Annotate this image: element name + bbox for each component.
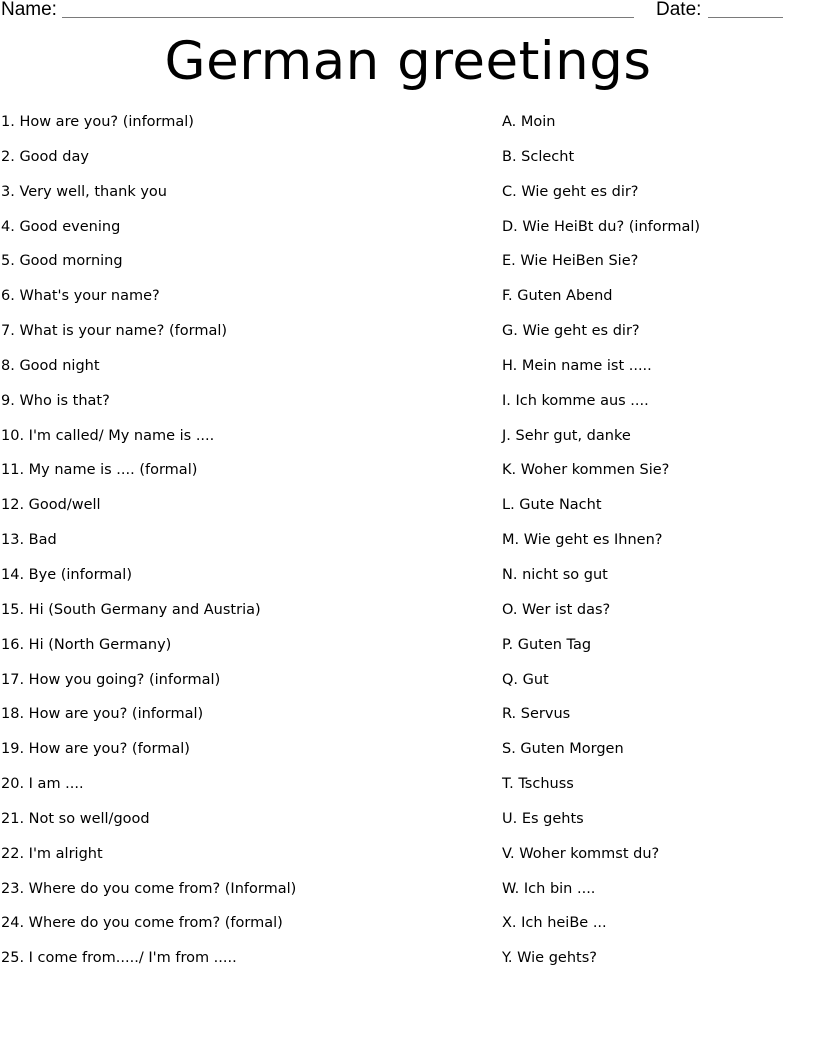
question-item: 5. Good morning [1,253,123,270]
name-field-line[interactable] [62,17,634,18]
answer-item: V. Woher kommst du? [502,845,660,862]
name-label: Name: [1,0,57,20]
answer-item: C. Wie geht es dir? [502,183,639,200]
answer-item: R. Servus [502,706,571,723]
answer-item: U. Es gehts [502,810,584,827]
answer-item: Q. Gut [502,671,549,688]
answer-item: K. Woher kommen Sie? [502,462,670,479]
question-item: 13. Bad [1,532,57,549]
answer-item: Y. Wie gehts? [502,950,597,967]
answer-item: X. Ich heiBe ... [502,915,607,932]
answer-item: W. Ich bin .... [502,880,596,897]
question-item: 4. Good evening [1,218,121,235]
answer-item: A. Moin [502,114,556,130]
question-item: 14. Bye (informal) [1,566,132,583]
page-title: German greetings [164,31,652,92]
question-item: 17. How you going? (informal) [1,671,221,688]
question-item: 22. I'm alright [1,845,103,862]
answer-item: B. Sclecht [502,148,575,165]
answer-item: P. Guten Tag [502,636,592,653]
question-item: 19. How are you? (formal) [1,741,190,758]
answer-item: O. Wer ist das? [502,601,611,618]
question-item: 24. Where do you come from? (formal) [1,915,283,932]
question-item: 9. Who is that? [1,392,110,409]
answer-item: H. Mein name ist ..... [502,357,652,374]
answer-item: F. Guten Abend [502,288,613,305]
answers-list [502,112,812,983]
question-item: 3. Very well, thank you [1,183,167,200]
answer-item: G. Wie geht es dir? [502,323,640,340]
question-item: 25. I come from...../ I'm from ..... [1,950,237,967]
question-item: 8. Good night [1,357,100,374]
question-item: 6. What's your name? [1,288,160,305]
date-field-line[interactable] [708,17,783,18]
question-item: 10. I'm called/ My name is .... [1,427,215,444]
question-item: 12. Good/well [1,497,101,514]
question-item: 11. My name is .... (formal) [1,462,198,479]
answer-item: S. Guten Morgen [502,741,624,758]
question-item: 16. Hi (North Germany) [1,636,172,653]
question-item: 20. I am .... [1,776,84,793]
date-label: Date: [656,0,702,20]
question-item: 18. How are you? (informal) [1,706,204,723]
answer-item: T. Tschuss [502,776,574,793]
worksheet-header [0,0,816,26]
answer-item: J. Sehr gut, danke [502,427,631,444]
question-item: 15. Hi (South Germany and Austria) [1,601,261,618]
question-item: 1. How are you? (informal) [1,114,194,130]
questions-list [1,112,481,983]
answer-item: L. Gute Nacht [502,497,602,514]
answer-item: I. Ich komme aus .... [502,392,649,409]
answer-item: D. Wie HeiBt du? (informal) [502,218,701,235]
answer-item: N. nicht so gut [502,566,608,583]
answer-item: M. Wie geht es Ihnen? [502,532,663,549]
question-item: 7. What is your name? (formal) [1,323,228,340]
question-item: 23. Where do you come from? (Informal) [1,880,297,897]
question-item: 21. Not so well/good [1,810,150,827]
answer-item: E. Wie HeiBen Sie? [502,253,639,270]
question-item: 2. Good day [1,148,89,165]
